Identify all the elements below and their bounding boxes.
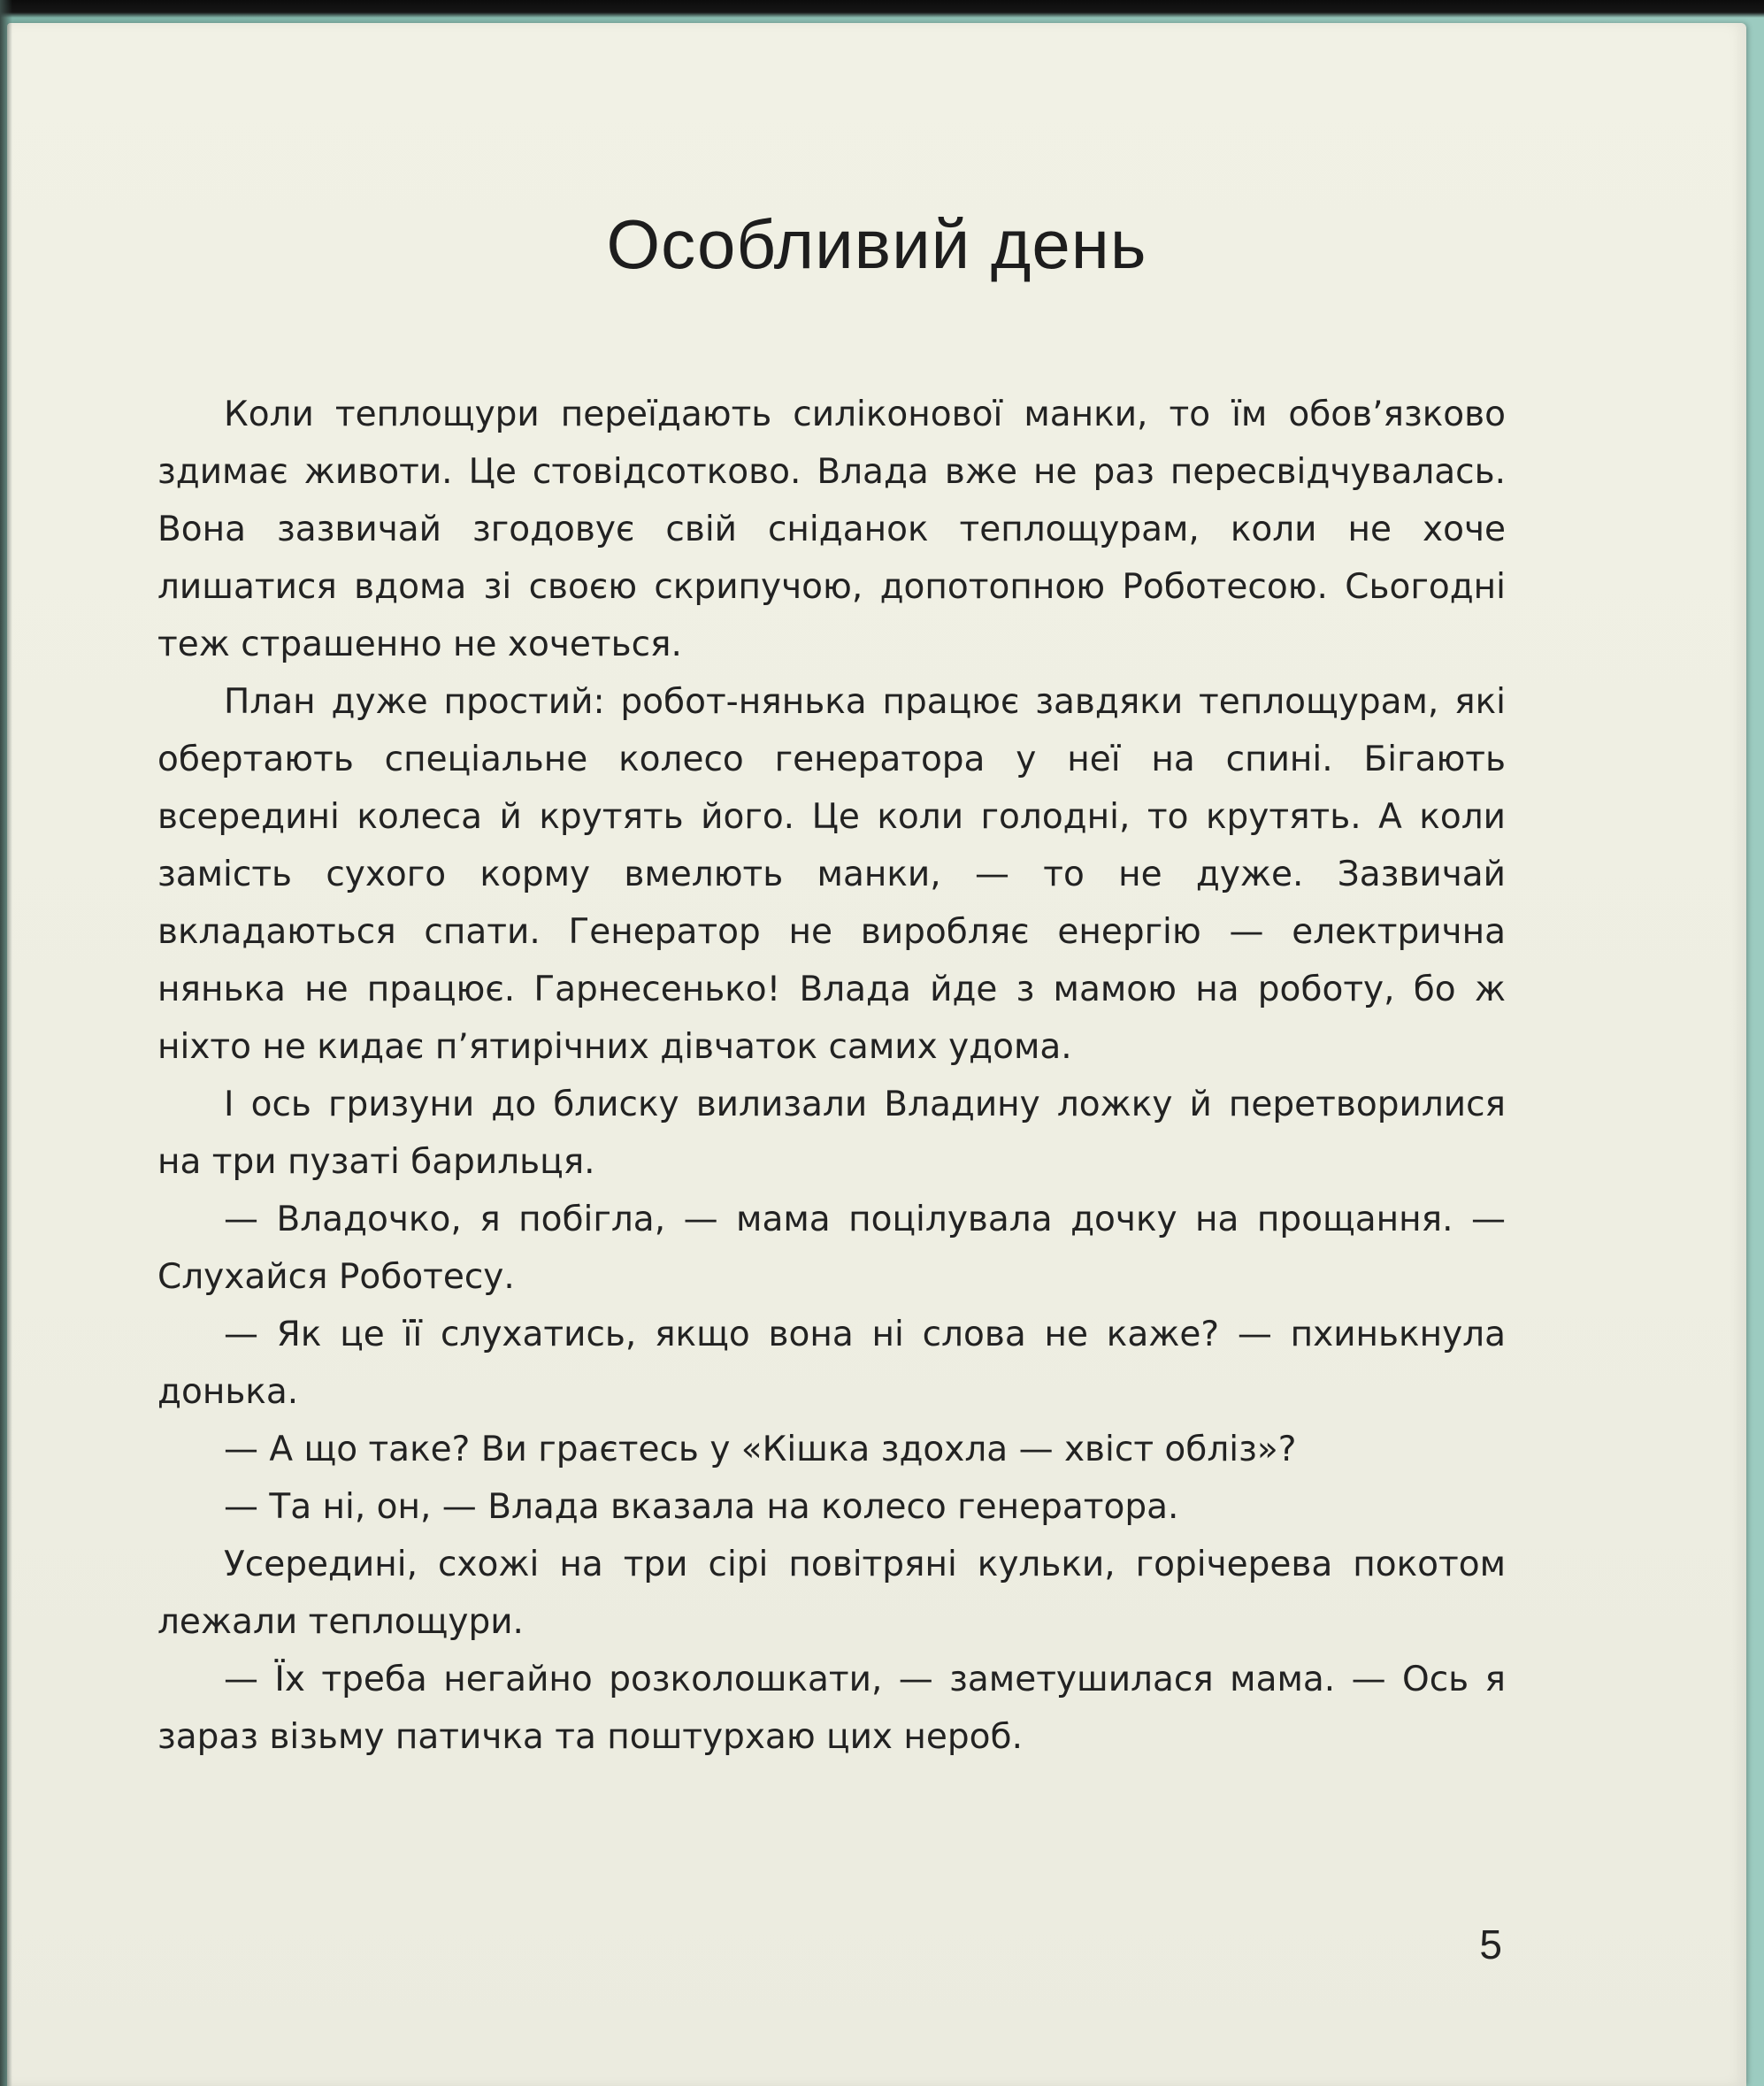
book-page <box>7 23 1746 2086</box>
left-edge-shadow <box>0 0 12 2086</box>
chapter-title: Особливий день <box>606 205 1147 283</box>
paragraph: Усередині, схожі на три сірі повітряні кульки, горічерева покотом лежали теплощури. <box>157 1545 1506 1642</box>
body-text <box>157 386 1506 1766</box>
paragraph: І ось гризуни до блиску вилизали Владину ложку й перетворилися на три пузаті барильця. <box>157 1085 1506 1182</box>
paragraph: — Як це її слухатись, якщо вона ні слова не каже? — пхинькнула донька. <box>157 1315 1506 1412</box>
paragraph: — Та ні, он, — Влада вказала на колесо генератора. <box>224 1487 1179 1527</box>
paragraph: Коли теплощури переїдають силіконової манки, то їм обов’язково здимає животи. Це стовідсотково. Влада вже не раз пересвідчувалась. Вона зазвичай згодовує свій сніданок теплощурам, коли не хоче лишатися вдома зі своєю скрипучою, допотопною Роботесою. Сьогодні теж страшенно не хочеться. <box>157 395 1506 664</box>
paragraph: План дуже простий: робот-нянька працює завдяки теплощурам, які обертають спеціальне колесо генератора у неї на спині. Бігають всередині колеса й крутять його. Це коли голодні, то крутять. А коли замість сухого корму вмелють манки, — то не дуже. Зазвичай вкладаються спати. Генератор не виробляє енергію — електрична нянька не працює. Гарнесенько! Влада йде з мамою на роботу, бо ж ніхто не кидає п’ятирічних дівчаток самих удома. <box>157 682 1506 1067</box>
page-number: 5 <box>1479 1921 1502 1967</box>
paragraph: — А що таке? Ви граєтесь у «Кішка здохла — хвіст обліз»? <box>224 1430 1297 1469</box>
paragraph: — Їх треба негайно розколошкати, — заметушилася мама. — Ось я зараз візьму патичка та поштурхаю цих нероб. <box>157 1660 1506 1757</box>
top-edge-shadow <box>0 0 1764 18</box>
paragraph: — Владочко, я побігла, — мама поцілувала дочку на прощання. — Слухайся Роботесу. <box>157 1200 1506 1297</box>
